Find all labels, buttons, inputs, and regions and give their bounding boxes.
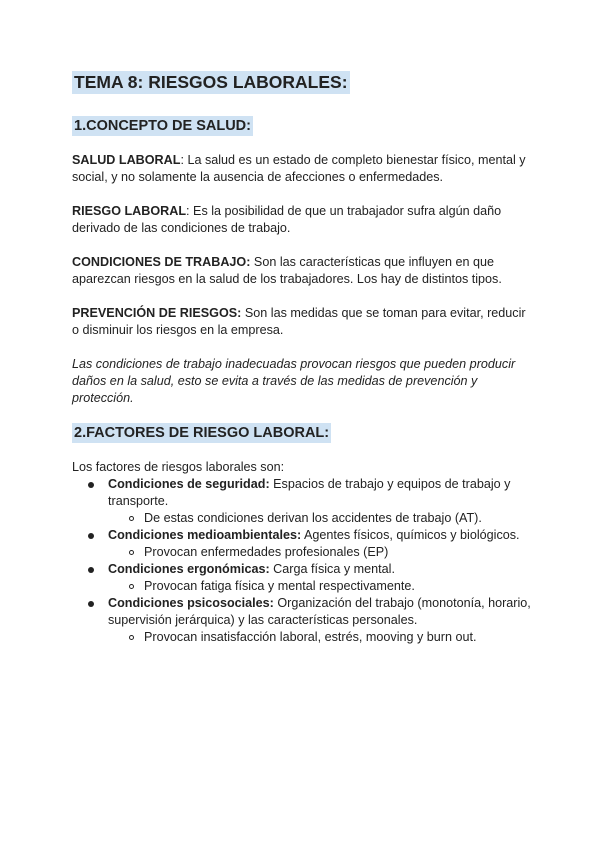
definition-separator: : [186,204,194,218]
factor-sublist [108,510,532,527]
definition-term: CONDICIONES DE TRABAJO: [72,255,251,269]
factor-consequence: Provocan insatisfacción laboral, estrés, mooving y burn out. [144,630,477,644]
sub-list-item [108,578,532,595]
definition-term: SALUD LABORAL [72,153,181,167]
sub-list-item [108,544,532,561]
factor-term: Condiciones de seguridad: [108,477,270,491]
factor-sublist [108,629,532,646]
factor-term: Condiciones ergonómicas: [108,562,270,576]
list-item [72,476,532,527]
italic-note: Las condiciones de trabajo inadecuadas provocan riesgos que pueden producir daños en la salud, esto se evita a través de las medidas de prevención y protección. [72,357,516,405]
factor-term: Condiciones psicosociales: [108,596,274,610]
sub-list-item [108,629,532,646]
factor-consequence: De estas condiciones derivan los accidentes de trabajo (AT). [144,511,482,525]
definition-text: Son las medidas que se toman para evitar, reducir o disminuir los riesgos en la empresa. [72,306,526,337]
definition-text: Son las características que influyen en que aparezcan riesgos en la salud de los trabajadores. Los hay de distintos tipos. [72,255,502,286]
circle-bullet-icon [129,516,134,521]
factor-text: Espacios de trabajo y equipos de trabajo y transporte. [108,477,511,508]
factors-list [72,476,532,646]
definition-riesgo-laboral [72,203,532,237]
definition-salud-laboral [72,152,532,186]
document-title: TEMA 8: RIESGOS LABORALES: [74,72,348,92]
bullet-icon [88,601,94,607]
definition-condiciones-trabajo [72,254,532,288]
definition-term: PREVENCIÓN DE RIESGOS: [72,306,242,320]
list-item [72,527,532,561]
circle-bullet-icon [129,584,134,589]
list-item [72,595,532,646]
definition-term: RIESGO LABORAL [72,204,187,218]
section-heading-factores-riesgo: 2.FACTORES DE RIESGO LABORAL: [74,425,330,441]
factor-text: Organización del trabajo (monotonía, horario, supervisión jerárquica) y las características personales. [108,596,531,627]
factor-text: Agentes físicos, químicos y biológicos. [301,528,520,542]
bullet-icon [88,533,94,539]
factor-sublist [108,544,532,561]
list-item [72,561,532,595]
bullet-icon [88,482,94,488]
factor-sublist [108,578,532,595]
circle-bullet-icon [129,635,134,640]
circle-bullet-icon [129,550,134,555]
document-page [72,70,532,646]
section-heading-concepto-salud: 1.CONCEPTO DE SALUD: [74,118,251,134]
definition-text: Es la posibilidad de que un trabajador sufra algún daño derivado de las condiciones de trabajo. [72,204,502,235]
factor-text: Carga física y mental. [269,562,395,576]
factor-term: Condiciones medioambientales: [108,528,302,542]
definition-prevencion-riesgos [72,305,532,339]
bullet-icon [88,567,94,573]
definition-text: La salud es un estado de completo bienestar físico, mental y social, y no solamente la ausencia de afecciones o enfermedades. [72,153,526,184]
factor-consequence: Provocan enfermedades profesionales (EP) [144,545,389,559]
definition-separator: : [180,153,188,167]
factors-intro: Los factores de riesgos laborales son: [72,460,285,474]
factor-consequence: Provocan fatiga física y mental respectivamente. [144,579,415,593]
sub-list-item [108,510,532,527]
